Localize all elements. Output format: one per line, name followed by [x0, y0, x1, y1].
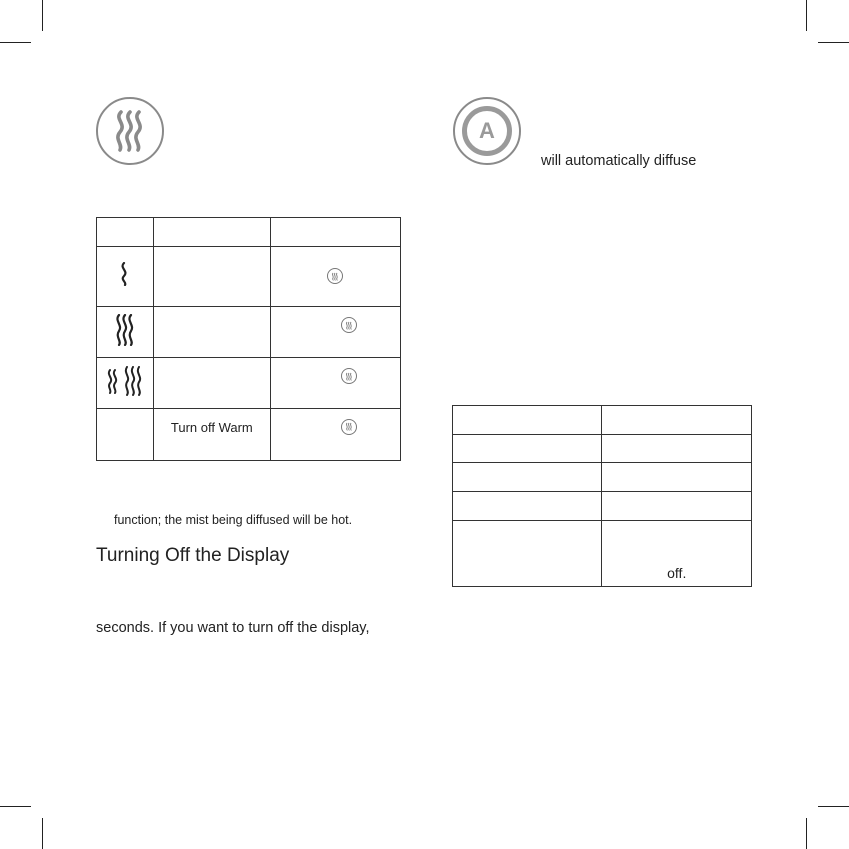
table-cell: [602, 492, 752, 521]
table-cell: [453, 435, 602, 463]
auto-mode-icon: [453, 97, 521, 165]
crop-mark: [818, 42, 849, 43]
crop-mark: [0, 806, 31, 807]
table-header-cell: [270, 218, 401, 247]
warm-mist-medium-icon: [114, 314, 136, 346]
table-cell: [453, 521, 602, 587]
table-cell: [602, 435, 752, 463]
warm-mist-button-icon: [341, 419, 357, 435]
table-cell: [453, 492, 602, 521]
crop-mark: [806, 818, 807, 849]
table-cell: [153, 358, 270, 409]
table-header-cell: [153, 218, 270, 247]
table-row: [453, 435, 752, 463]
warm-mist-button-icon: [341, 368, 357, 384]
warm-mist-note: function; the mist being diffused will be hot.: [114, 513, 353, 527]
crop-mark: [42, 0, 43, 31]
table-row: [453, 492, 752, 521]
crop-mark: [42, 818, 43, 849]
auto-letter: A: [462, 106, 512, 156]
display-section-heading: Turning Off the Display: [96, 545, 290, 566]
crop-mark: [818, 806, 849, 807]
table-cell-off: off.: [602, 521, 752, 587]
table-row: [97, 358, 401, 409]
table-header-cell: [97, 218, 154, 247]
settings-table: [452, 405, 752, 587]
warm-mist-button-icon: [327, 268, 343, 284]
crop-mark: [806, 0, 807, 31]
crop-mark: [0, 42, 31, 43]
table-cell: [153, 307, 270, 358]
table-row: [453, 463, 752, 492]
table-cell: [97, 409, 154, 461]
table-row: [97, 247, 401, 307]
display-section-text: seconds. If you want to turn off the display,: [96, 620, 370, 636]
warm-mist-level-table: [96, 217, 401, 461]
turn-off-warm-label: Turn off Warm: [153, 409, 270, 461]
auto-mode-text: will automatically diffuse: [541, 153, 697, 169]
table-header-row: [97, 218, 401, 247]
table-cell: [453, 406, 602, 435]
table-row: [453, 406, 752, 435]
warm-mist-button-icon: [341, 317, 357, 333]
warm-mist-high-icon: [105, 366, 145, 396]
table-row: [97, 409, 401, 461]
table-row: [453, 521, 752, 587]
warm-mist-icon: [96, 97, 164, 165]
table-cell: [453, 463, 602, 492]
table-row: [97, 307, 401, 358]
table-cell: [153, 247, 270, 307]
table-cell: [602, 406, 752, 435]
warm-mist-low-icon: [118, 262, 132, 286]
table-cell: [602, 463, 752, 492]
